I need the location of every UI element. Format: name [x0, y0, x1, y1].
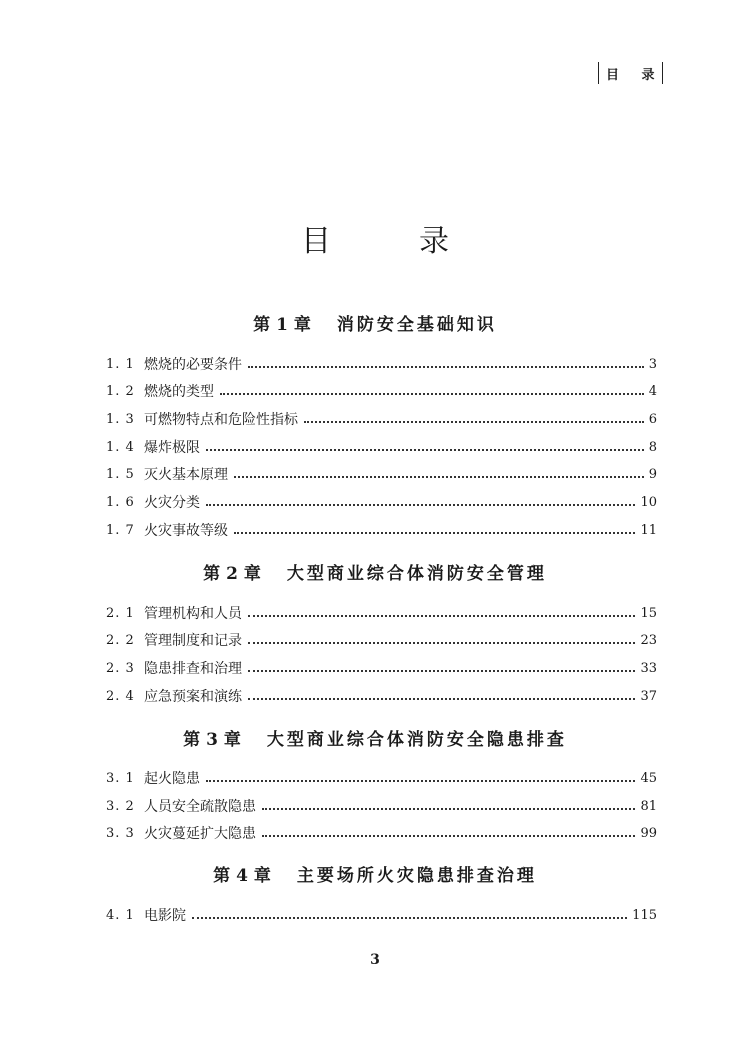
section-title: 应急预案和演练	[144, 689, 242, 705]
toc-entry[interactable]	[106, 796, 657, 818]
section-page: 33	[640, 661, 657, 676]
section-number: 1. 1	[106, 357, 135, 372]
dot-leader	[206, 504, 635, 506]
dot-leader	[248, 642, 635, 644]
section-title: 可燃物特点和危险性指标	[144, 412, 298, 428]
section-number: 3. 2	[106, 799, 135, 814]
section-number: 3. 3	[106, 826, 135, 841]
section-title: 灭火基本原理	[144, 467, 228, 483]
toc-entry[interactable]	[106, 381, 657, 403]
chapter-number: 第 4 章	[213, 866, 271, 886]
section-number: 1. 4	[106, 440, 135, 455]
running-header-label: 目 录	[606, 67, 664, 83]
dot-leader	[248, 670, 635, 672]
section-page: 81	[640, 799, 657, 814]
toc-entry[interactable]	[106, 603, 657, 625]
section-title: 火灾事故等级	[144, 523, 228, 539]
dot-leader	[234, 476, 644, 478]
section-title: 火灾蔓延扩大隐患	[144, 826, 256, 842]
section-number: 1. 5	[106, 467, 135, 482]
section-page: 8	[648, 440, 657, 455]
dot-leader	[206, 449, 644, 451]
page-title: 目录	[301, 224, 537, 259]
section-title: 起火隐患	[144, 771, 200, 787]
section-title: 隐患排查和治理	[144, 661, 242, 677]
section-page: 4	[648, 384, 657, 399]
toc-entry[interactable]	[106, 686, 657, 708]
toc-entry[interactable]	[106, 409, 657, 431]
dot-leader	[192, 917, 627, 919]
section-page: 23	[640, 633, 657, 648]
section-page: 6	[648, 412, 657, 427]
toc-entry[interactable]	[106, 520, 657, 542]
toc-entry[interactable]	[106, 905, 657, 927]
section-page: 37	[640, 689, 657, 704]
toc-entry[interactable]	[106, 823, 657, 845]
section-page: 115	[632, 908, 657, 923]
chapter-name: 大型商业综合体消防安全隐患排查	[266, 730, 567, 750]
section-number: 2. 2	[106, 633, 135, 648]
toc-entry[interactable]	[106, 354, 657, 376]
toc-entry[interactable]	[106, 630, 657, 652]
section-page: 99	[640, 826, 657, 841]
dot-leader	[234, 532, 635, 534]
section-number: 1. 2	[106, 384, 135, 399]
section-number: 4. 1	[106, 908, 135, 923]
dot-leader	[248, 366, 644, 368]
chapter-name: 主要场所火灾隐患排查治理	[296, 866, 537, 886]
toc-entry[interactable]	[106, 464, 657, 486]
chapter-heading	[0, 313, 750, 337]
section-page: 10	[640, 495, 657, 510]
section-number: 2. 4	[106, 689, 135, 704]
section-title: 管理机构和人员	[144, 606, 242, 622]
section-title: 燃烧的类型	[144, 384, 214, 400]
chapter-number: 第 1 章	[253, 315, 311, 335]
section-page: 45	[640, 771, 657, 786]
section-page: 3	[648, 357, 657, 372]
section-number: 1. 7	[106, 523, 135, 538]
running-header-tab	[598, 62, 663, 84]
section-number: 2. 1	[106, 606, 135, 621]
section-title: 火灾分类	[144, 495, 200, 511]
section-page: 9	[648, 467, 657, 482]
dot-leader	[220, 393, 644, 395]
section-title: 电影院	[144, 908, 186, 924]
section-title: 人员安全疏散隐患	[144, 799, 256, 815]
toc-entry[interactable]	[106, 658, 657, 680]
page-number: 3	[370, 952, 380, 968]
chapter-name: 大型商业综合体消防安全管理	[286, 564, 547, 584]
section-number: 1. 3	[106, 412, 135, 427]
dot-leader	[248, 698, 635, 700]
dot-leader	[262, 835, 635, 837]
section-title: 管理制度和记录	[144, 633, 242, 649]
section-number: 1. 6	[106, 495, 135, 510]
chapter-number: 第 2 章	[203, 564, 261, 584]
section-number: 2. 3	[106, 661, 135, 676]
dot-leader	[206, 780, 635, 782]
toc-entry[interactable]	[106, 768, 657, 790]
section-number: 3. 1	[106, 771, 135, 786]
chapter-heading	[0, 562, 750, 586]
chapter-heading	[0, 864, 750, 888]
chapter-heading	[0, 728, 750, 752]
dot-leader	[304, 421, 644, 423]
section-title: 燃烧的必要条件	[144, 357, 242, 373]
dot-leader	[262, 808, 635, 810]
toc-entry[interactable]	[106, 437, 657, 459]
section-title: 爆炸极限	[144, 440, 200, 456]
section-page: 11	[640, 523, 657, 538]
dot-leader	[248, 615, 635, 617]
toc-entry[interactable]	[106, 492, 657, 514]
chapter-name: 消防安全基础知识	[336, 315, 497, 335]
section-page: 15	[640, 606, 657, 621]
chapter-number: 第 3 章	[183, 730, 241, 750]
